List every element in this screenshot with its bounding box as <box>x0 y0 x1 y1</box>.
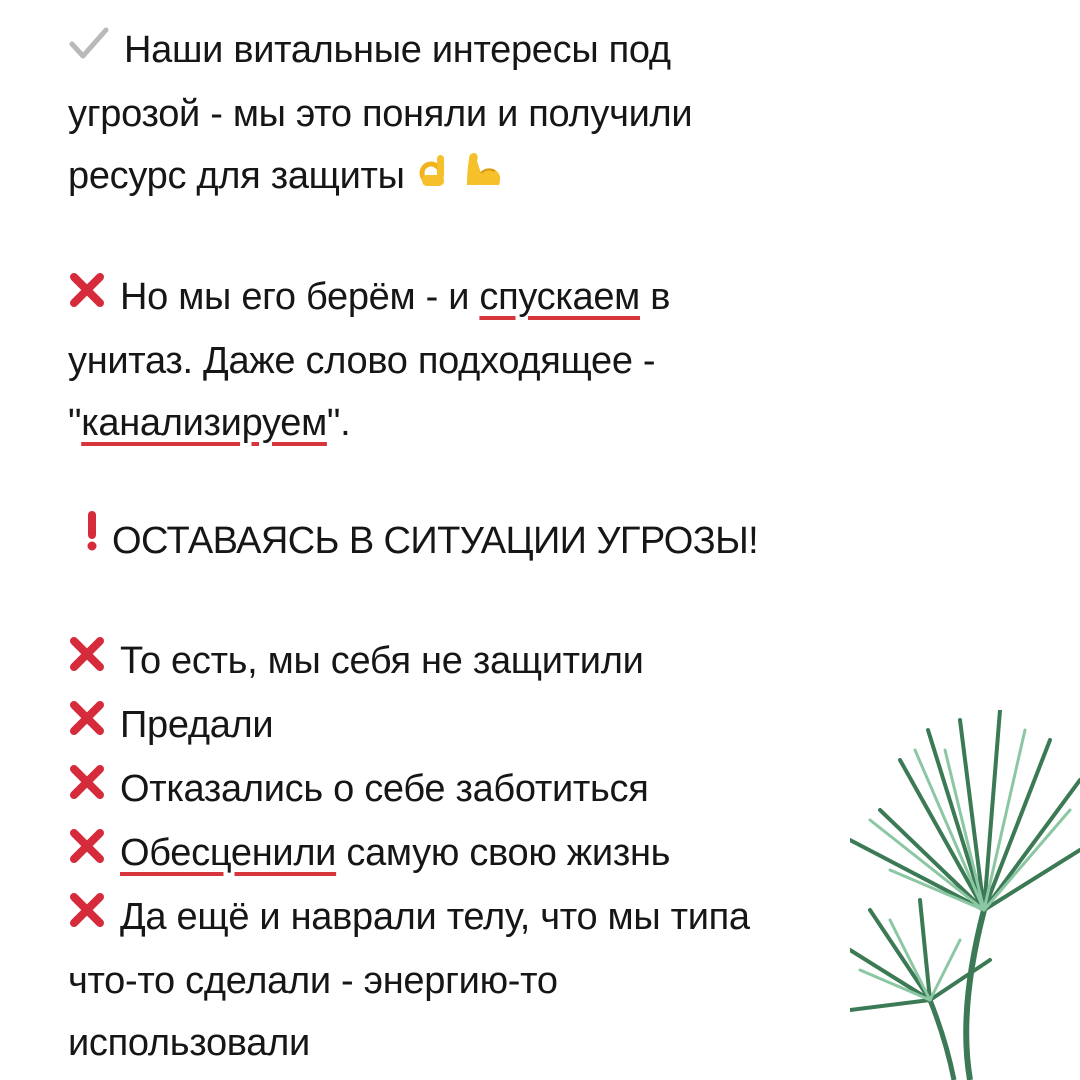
list-item: То есть, мы себя не защитили <box>68 630 750 694</box>
p2-line-2: унитаз. Даже слово подходящее - <box>68 339 656 382</box>
cross-list <box>68 630 750 1074</box>
cross-mark-icon <box>68 884 106 946</box>
underlined-word: спускаем <box>479 276 641 318</box>
cross-mark-icon <box>68 628 106 690</box>
p2-line-3: "канализируем". <box>68 401 351 444</box>
p1-line-1: Наши витальные интересы под <box>68 19 692 83</box>
list-item: Да ещё и наврали телу, что мы типа <box>68 886 750 950</box>
list-item: Отказались о себе заботиться <box>68 758 750 822</box>
list-item-continuation: что-то сделали - энергию-то <box>68 959 558 1002</box>
cross-mark-icon <box>68 264 106 326</box>
list-item: Обесценили самую свою жизнь <box>68 822 750 886</box>
cross-mark-icon <box>68 692 106 754</box>
cross-mark-icon <box>68 820 106 882</box>
cross-mark-icon <box>68 756 106 818</box>
p2-line-1: Но мы его берём - и спускаем в <box>68 266 670 330</box>
flexed-biceps-icon <box>463 144 503 206</box>
check-mark-icon <box>68 17 110 79</box>
ok-hand-icon <box>419 144 449 206</box>
paragraph-2 <box>68 266 670 454</box>
list-item-continuation: использовали <box>68 1021 310 1064</box>
exclamation-icon <box>86 508 98 570</box>
p1-line-2: угрозой - мы это поняли и получили <box>68 92 693 135</box>
underlined-word: Обесценили <box>120 831 337 874</box>
warning-line: ОСТАВАЯСЬ В СИТУАЦИИ УГРОЗЫ! <box>86 510 758 574</box>
p1-line-3: ресурс для защиты <box>68 145 692 209</box>
list-item: Предали <box>68 694 750 758</box>
underlined-word: канализируем <box>81 401 327 444</box>
palm-plant-icon <box>850 710 1080 1080</box>
paragraph-1 <box>68 19 692 209</box>
paragraph-3 <box>86 510 758 574</box>
